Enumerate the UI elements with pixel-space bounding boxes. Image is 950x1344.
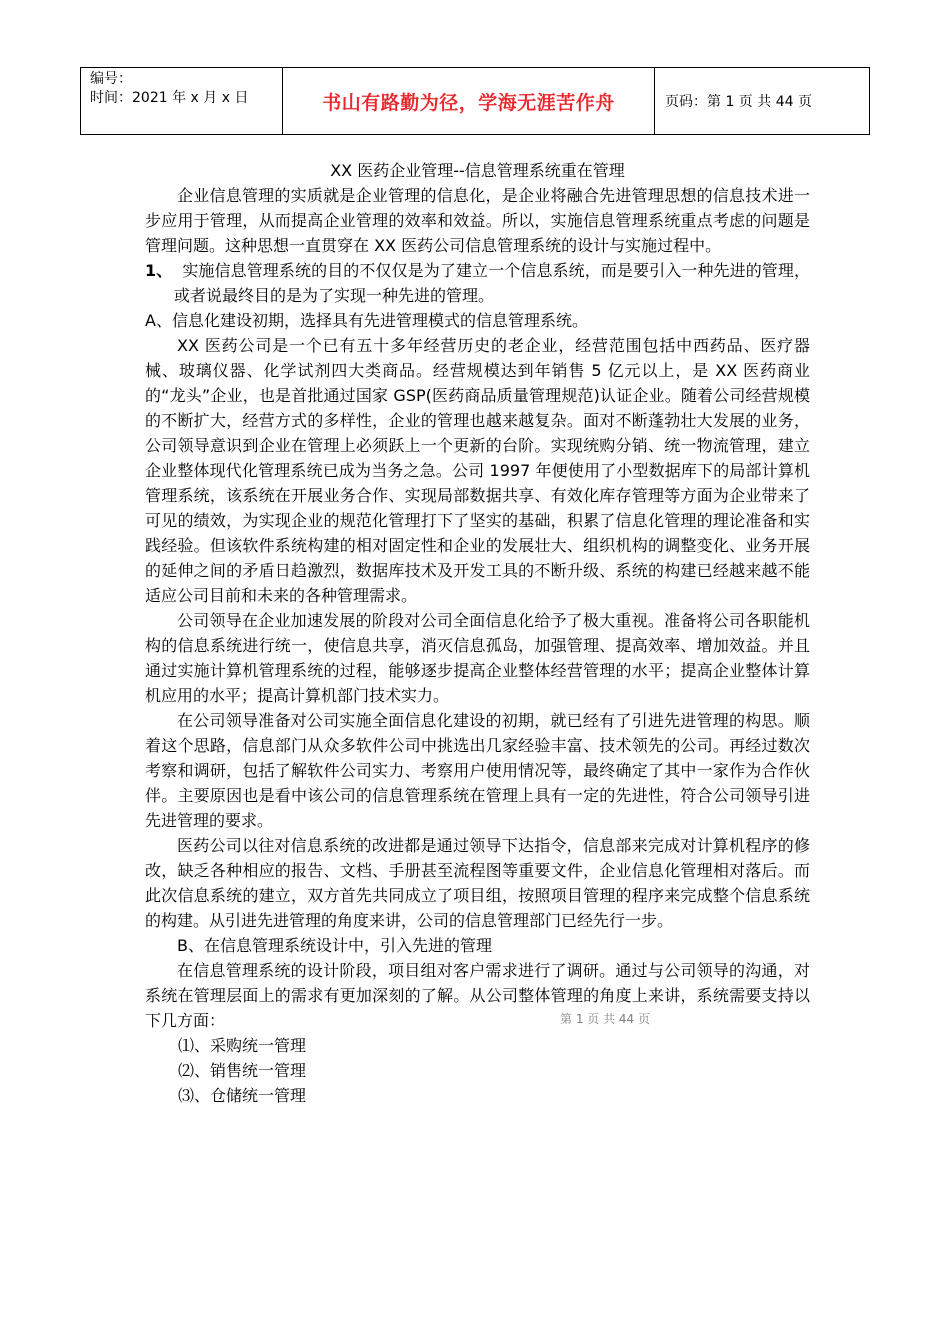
section-b-heading: B、在信息管理系统设计中，引入先进的管理 <box>177 936 492 955</box>
item-number: 1、 <box>145 261 173 280</box>
doc-title: XX 医药企业管理--信息管理系统重在管理 <box>330 161 625 180</box>
header-meta-cell <box>81 68 283 134</box>
number-label: 编号： <box>90 71 132 87</box>
paragraph-design: 在信息管理系统的设计阶段，项目组对客户需求进行了调研。通过与公司领导的沟通，对系统在管理层面上的需求有更加深刻的了解。从公司整体管理的角度上来讲，系统需要支持以下几方面： <box>145 961 810 1030</box>
document-body <box>145 158 810 1108</box>
header-table <box>80 67 870 135</box>
page-footer-overlay: 第 1 页 共 44 页 <box>560 1012 650 1026</box>
paragraph-leadership: 公司领导在企业加速发展的阶段对公司全面信息化给予了极大重视。准备将公司各职能机构的信息系统进行统一，使信息共享，消灭信息孤岛，加强管理、提高效率、增加效益。并且通过实施计算机管理系统的过程，能够逐步提高企业整体经营管理的水平；提高企业整体计算机应用的水平；提高计算机部门技术实力。 <box>145 611 810 705</box>
numbered-item-1 <box>145 258 810 308</box>
paragraph-company: XX 医药公司是一个已有五十多年经营历史的老企业，经营范围包括中西药品、医疗器械、玻璃仪器、化学试剂四大类商品。经营规模达到年销售 5 亿元以上，是 XX 医药商业的“龙头”企业，也是首批通过国家 GSP(医药商品质量管理规范)认证企业。随着公司经营规模的不断扩大，经营方式的多样性，企业的管理也越来越复杂。面对不断蓬勃壮大发展的业务，公司领导意识到企业在管理上必须跃上一个更新的台阶。实现统购分销、统一物流管理，建立企业整体现代化管理系统已成为当务之急。公司 1997 年便使用了小型数据库下的局部计算机管理系统，该系统在开展业务合作、实现局部数据共享、有效化库存管理等方面为企业带来了可见的绩效，为实现企业的规范化管理打下了坚实的基础，积累了信息化管理的理论准备和实践经验。但该软件系统构建的相对固定性和企业的发展壮大、组织机构的调整变化、业务开展的延伸之间的矛盾日趋激烈，数据库技术及开发工具的不断升级、系统的构建已经越来越不能适应公司目前和未来的各种管理需求。 <box>145 336 810 605</box>
paragraph-project: 医药公司以往对信息系统的改进都是通过领导下达指令，信息部来完成对计算机程序的修改，缺乏各种相应的报告、文档、手册甚至流程图等重要文件，企业信息化管理相对落后。而此次信息系统的建立，双方首先共同成立了项目组，按照项目管理的程序来完成整个信息系统的构建。从引进先进管理的角度来讲，公司的信息管理部门已经先行一步。 <box>145 836 810 930</box>
section-a-heading: A、信息化建设初期，选择具有先进管理模式的信息管理系统。 <box>145 311 588 330</box>
header-page-info: 页码：第 1 页 共 44 页 <box>665 94 812 110</box>
list-item: ⑴、采购统一管理 <box>178 1036 307 1055</box>
paragraph-intro: 企业信息管理的实质就是企业管理的信息化，是企业将融合先进管理思想的信息技术进一步应用于管理，从而提高企业管理的效率和效益。所以，实施信息管理系统重点考虑的问题是管理问题。这种思想一直贯穿在 XX 医药公司信息管理系统的设计与实施过程中。 <box>145 186 810 255</box>
list-item: ⑶、仓储统一管理 <box>178 1086 307 1105</box>
list-item: ⑵、销售统一管理 <box>178 1061 307 1080</box>
header-motto: 书山有路勤为径，学海无涯苦作舟 <box>283 68 655 134</box>
time-label: 时间：2021 年 x 月 x 日 <box>90 90 249 106</box>
paragraph-selection: 在公司领导准备对公司实施全面信息化建设的初期，就已经有了引进先进管理的构思。顺着这个思路，信息部门从众多软件公司中挑选出几家经验丰富、技术领先的公司。再经过数次考察和调研，包括了解软件公司实力、考察用户使用情况等，最终确定了其中一家作为合作伙伴。主要原因也是看中该公司的信息管理系统在管理上具有一定的先进性，符合公司领导引进先进管理的要求。 <box>145 711 810 830</box>
item-text: 实施信息管理系统的目的不仅仅是为了建立一个信息系统，而是要引入一种先进的管理，或者说最终目的是为了实现一种先进的管理。 <box>174 261 810 305</box>
